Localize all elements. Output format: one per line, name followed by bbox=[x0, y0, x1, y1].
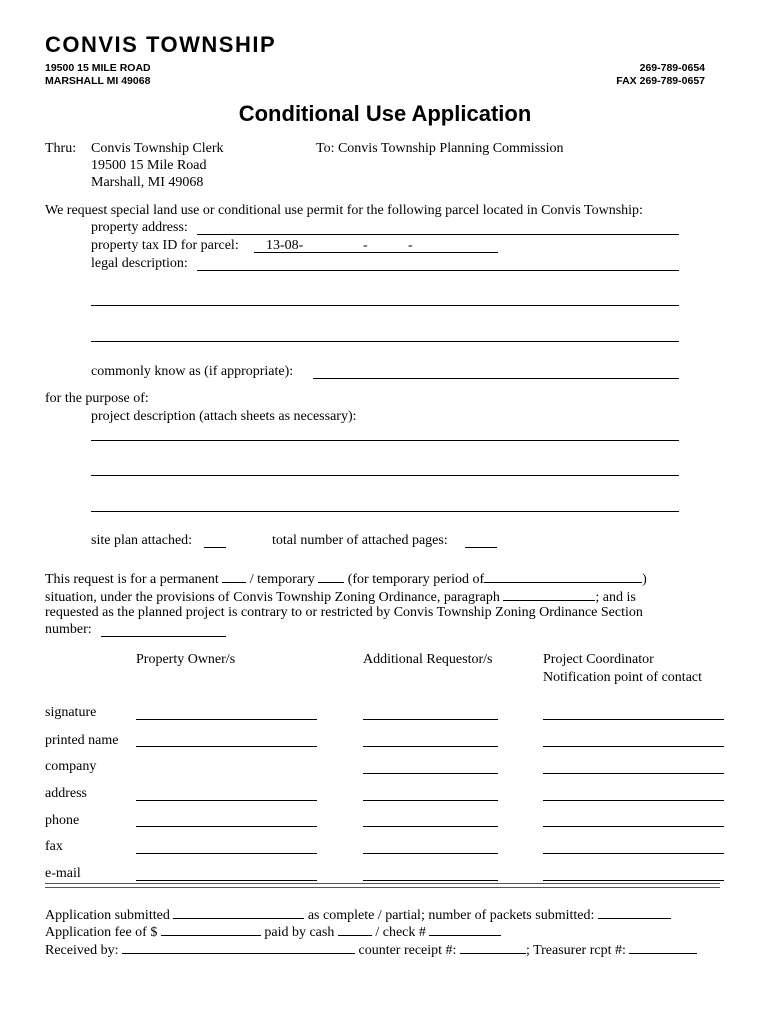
section-number-field[interactable] bbox=[101, 636, 226, 637]
column-header-owner: Property Owner/s bbox=[136, 652, 236, 667]
requestor-email-field[interactable] bbox=[363, 880, 498, 881]
tax-id-separator: - bbox=[408, 238, 413, 253]
legal-description-field[interactable] bbox=[91, 341, 679, 342]
ordinance-paragraph-field[interactable] bbox=[503, 587, 595, 601]
request-terms-text: requested as the planned project is contrary to or restricted by Convis Township Zoning Ordinance Section bbox=[45, 605, 643, 620]
check-number-field[interactable] bbox=[429, 922, 501, 936]
for-purpose-label: for the purpose of: bbox=[45, 391, 149, 406]
tax-id-prefix: 13-08- bbox=[266, 238, 304, 253]
treasurer-receipt-field[interactable] bbox=[629, 940, 697, 954]
site-plan-label: site plan attached: bbox=[91, 533, 193, 548]
org-phone: 269-789-0654 bbox=[639, 62, 705, 74]
legal-description-field[interactable] bbox=[91, 305, 679, 306]
request-intro: We request special land use or conditional use permit for the following parcel located in Convis Township: bbox=[45, 203, 643, 218]
requestor-signature-field[interactable] bbox=[363, 719, 498, 720]
packets-submitted-field[interactable] bbox=[598, 905, 671, 919]
office-use-line1: Application submitted as complete / partial; number of packets submitted: bbox=[45, 905, 671, 924]
owner-email-field[interactable] bbox=[136, 880, 317, 881]
form-title: Conditional Use Application bbox=[238, 101, 532, 126]
commonly-known-field[interactable] bbox=[313, 378, 679, 379]
coordinator-printed-name-field[interactable] bbox=[543, 746, 724, 747]
to-recipient: To: Convis Township Planning Commission bbox=[316, 141, 564, 156]
thru-line3: Marshall, MI 49068 bbox=[91, 175, 204, 190]
tax-id-label: property tax ID for parcel: bbox=[91, 238, 239, 253]
office-use-divider bbox=[45, 883, 720, 888]
property-address-field[interactable] bbox=[197, 234, 679, 235]
thru-line2: 19500 15 Mile Road bbox=[91, 158, 207, 173]
received-by-field[interactable] bbox=[122, 940, 355, 954]
owner-signature-field[interactable] bbox=[136, 719, 317, 720]
project-description-field[interactable] bbox=[91, 475, 679, 476]
org-address-line2: MARSHALL MI 49068 bbox=[45, 75, 151, 87]
coordinator-email-field[interactable] bbox=[543, 880, 724, 881]
legal-description-field[interactable] bbox=[197, 270, 679, 271]
counter-receipt-field[interactable] bbox=[460, 940, 526, 954]
paid-cash-field[interactable] bbox=[338, 922, 372, 936]
office-use-line3: Received by: counter receipt #: ; Treasurer rcpt #: bbox=[45, 940, 697, 959]
application-submitted-field[interactable] bbox=[173, 905, 304, 919]
permanent-field[interactable] bbox=[222, 569, 246, 583]
row-label-signature: signature bbox=[45, 705, 97, 720]
requestor-fax-field[interactable] bbox=[363, 853, 498, 854]
org-fax: FAX 269-789-0657 bbox=[616, 75, 705, 87]
coordinator-phone-field[interactable] bbox=[543, 826, 724, 827]
coordinator-address-field[interactable] bbox=[543, 800, 724, 801]
requestor-printed-name-field[interactable] bbox=[363, 746, 498, 747]
application-fee-field[interactable] bbox=[161, 922, 261, 936]
coordinator-company-field[interactable] bbox=[543, 773, 724, 774]
request-terms-text: situation, under the provisions of Convis Township Zoning Ordinance, paragraph ; and is bbox=[45, 587, 636, 606]
row-label-email: e-mail bbox=[45, 866, 81, 881]
total-pages-label: total number of attached pages: bbox=[272, 533, 448, 548]
request-terms-text: This request is for a permanent / temporary (for temporary period of ) bbox=[45, 569, 647, 588]
tax-id-separator: - bbox=[363, 238, 368, 253]
requestor-address-field[interactable] bbox=[363, 800, 498, 801]
thru-label: Thru: bbox=[45, 141, 77, 156]
owner-address-field[interactable] bbox=[136, 800, 317, 801]
temporary-field[interactable] bbox=[318, 569, 344, 583]
coordinator-signature-field[interactable] bbox=[543, 719, 724, 720]
requestor-phone-field[interactable] bbox=[363, 826, 498, 827]
requestor-company-field[interactable] bbox=[363, 773, 498, 774]
temporary-period-field[interactable] bbox=[484, 569, 642, 583]
thru-line1: Convis Township Clerk bbox=[91, 141, 224, 156]
owner-printed-name-field[interactable] bbox=[136, 746, 317, 747]
site-plan-field[interactable] bbox=[204, 547, 226, 548]
commonly-known-label: commonly know as (if appropriate): bbox=[91, 364, 294, 379]
column-header-requestor: Additional Requestor/s bbox=[363, 652, 493, 667]
office-use-line2: Application fee of $ paid by cash / check # bbox=[45, 922, 501, 941]
section-number-label: number: bbox=[45, 622, 92, 637]
total-pages-field[interactable] bbox=[465, 547, 497, 548]
property-address-label: property address: bbox=[91, 220, 188, 235]
org-name: CONVIS TOWNSHIP bbox=[45, 32, 277, 57]
row-label-fax: fax bbox=[45, 839, 63, 854]
project-description-field[interactable] bbox=[91, 511, 679, 512]
row-label-address: address bbox=[45, 786, 87, 801]
row-label-company: company bbox=[45, 759, 97, 774]
row-label-printed-name: printed name bbox=[45, 733, 119, 748]
column-header-coordinator: Project Coordinator bbox=[543, 652, 654, 667]
coordinator-fax-field[interactable] bbox=[543, 853, 724, 854]
owner-fax-field[interactable] bbox=[136, 853, 317, 854]
owner-phone-field[interactable] bbox=[136, 826, 317, 827]
legal-description-label: legal description: bbox=[91, 256, 188, 271]
project-description-label: project description (attach sheets as necessary): bbox=[91, 409, 357, 424]
row-label-phone: phone bbox=[45, 813, 80, 828]
org-address-line1: 19500 15 MILE ROAD bbox=[45, 62, 151, 74]
column-header-coordinator-sub: Notification point of contact bbox=[543, 670, 703, 685]
project-description-field[interactable] bbox=[91, 440, 679, 441]
